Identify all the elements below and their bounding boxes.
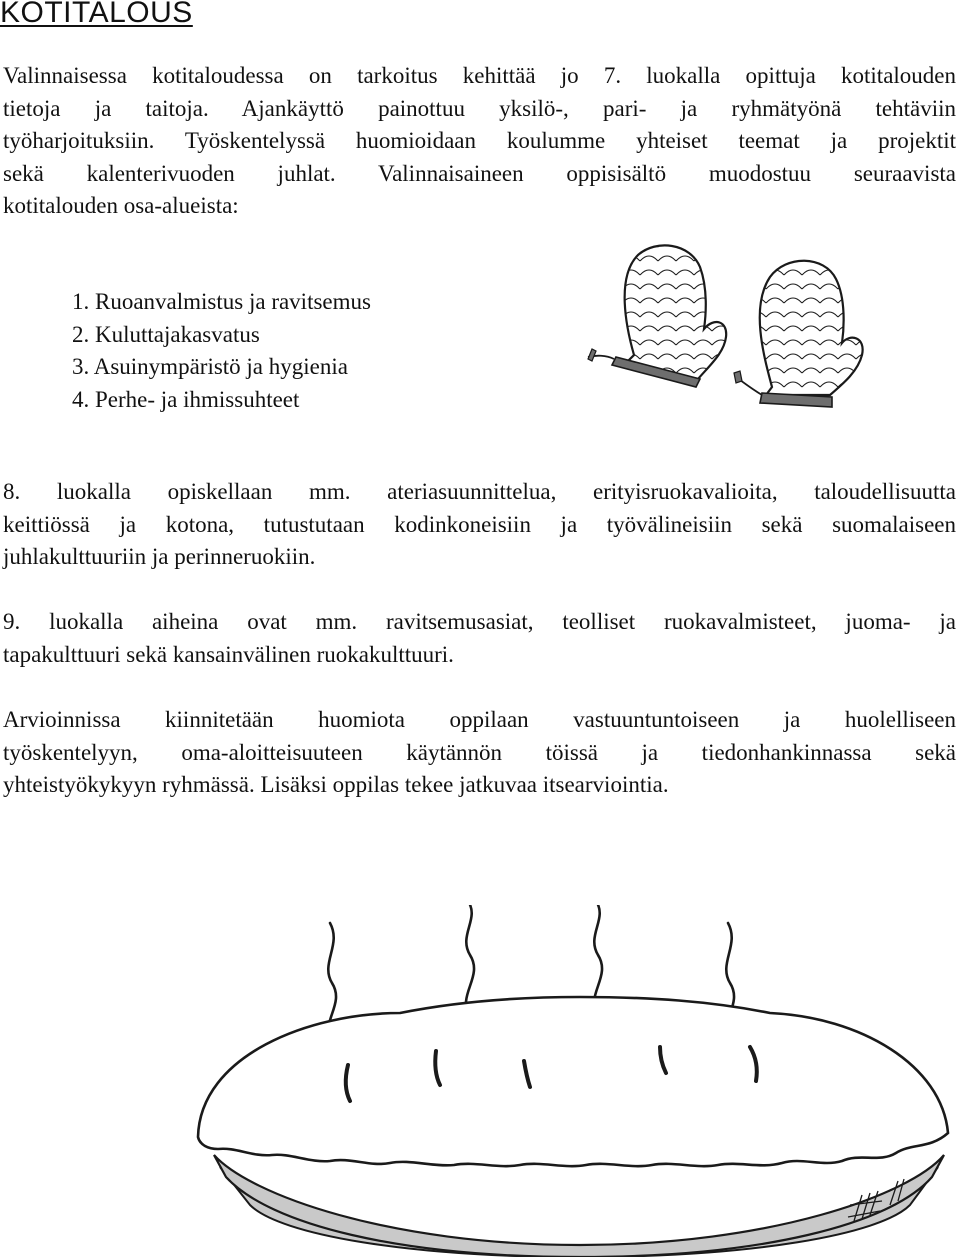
grade8-line: keittiössä ja kotona, tutustutaan kodinkoneisiin ja työvälineisiin sekä suomalaiseen [3, 511, 956, 537]
grade9-paragraph [3, 606, 956, 671]
intro-line: sekä kalenterivuoden juhlat. Valinnaisaineen oppisisältö muodostuu seuraavista [3, 160, 956, 186]
pie-dish [214, 1155, 944, 1257]
evaluation-line: yhteistyökykyyn ryhmässä. Lisäksi oppilas tekee jatkuvaa itsearviointia. [3, 772, 669, 797]
intro-line: kotitalouden osa-alueista: [3, 193, 239, 218]
topic-item: 2. Kuluttajakasvatus [72, 321, 260, 347]
intro-line: Valinnaisessa kotitaloudessa on tarkoitus kehittää jo 7. luokalla opittuja kotitalouden [3, 63, 956, 88]
evaluation-line: työskentelyyn, oma-aloitteisuuteen käytännön töissä ja tiedonhankinnassa sekä [3, 739, 956, 765]
pie-crust [198, 997, 948, 1166]
intro-paragraph [3, 60, 956, 223]
oven-mitts-icon [586, 237, 876, 419]
grade9-line: tapakulttuuri sekä kansainvälinen ruokakulttuuri. [3, 641, 454, 667]
right-mitt [734, 261, 863, 407]
topic-list [72, 286, 371, 416]
intro-line: työharjoituksiin. Työskentelyssä huomioidaan koulumme yhteiset teemat ja projektit [3, 128, 956, 153]
intro-line: tietoja ja taitoja. Ajankäyttö painottuu yksilö-, pari- ja ryhmätyönä tehtäviin [3, 95, 956, 121]
left-mitt [588, 245, 726, 387]
topic-item: 3. Asuinympäristö ja hygienia [72, 354, 348, 379]
grade8-line: juhlakulttuuriin ja perinneruokiin. [3, 544, 316, 569]
topic-item: 4. Perhe- ja ihmissuhteet [72, 386, 300, 412]
grade9-line: 9. luokalla aiheina ovat mm. ravitsemusasiat, teolliset ruokavalmisteet, juoma- ja [3, 609, 956, 634]
page-title: KOTITALOUS [0, 0, 193, 29]
evaluation-paragraph [3, 704, 956, 802]
grade8-line: 8. luokalla opiskellaan mm. ateriasuunnittelua, erityisruokavalioita, taloudellisuutta [3, 479, 956, 504]
evaluation-line: Arvioinnissa kiinnitetään huomiota oppilaan vastuuntuntoiseen ja huolelliseen [3, 707, 956, 732]
topic-item: 1. Ruoanvalmistus ja ravitsemus [72, 289, 371, 314]
pie-icon [190, 905, 960, 1257]
grade8-paragraph [3, 476, 956, 574]
